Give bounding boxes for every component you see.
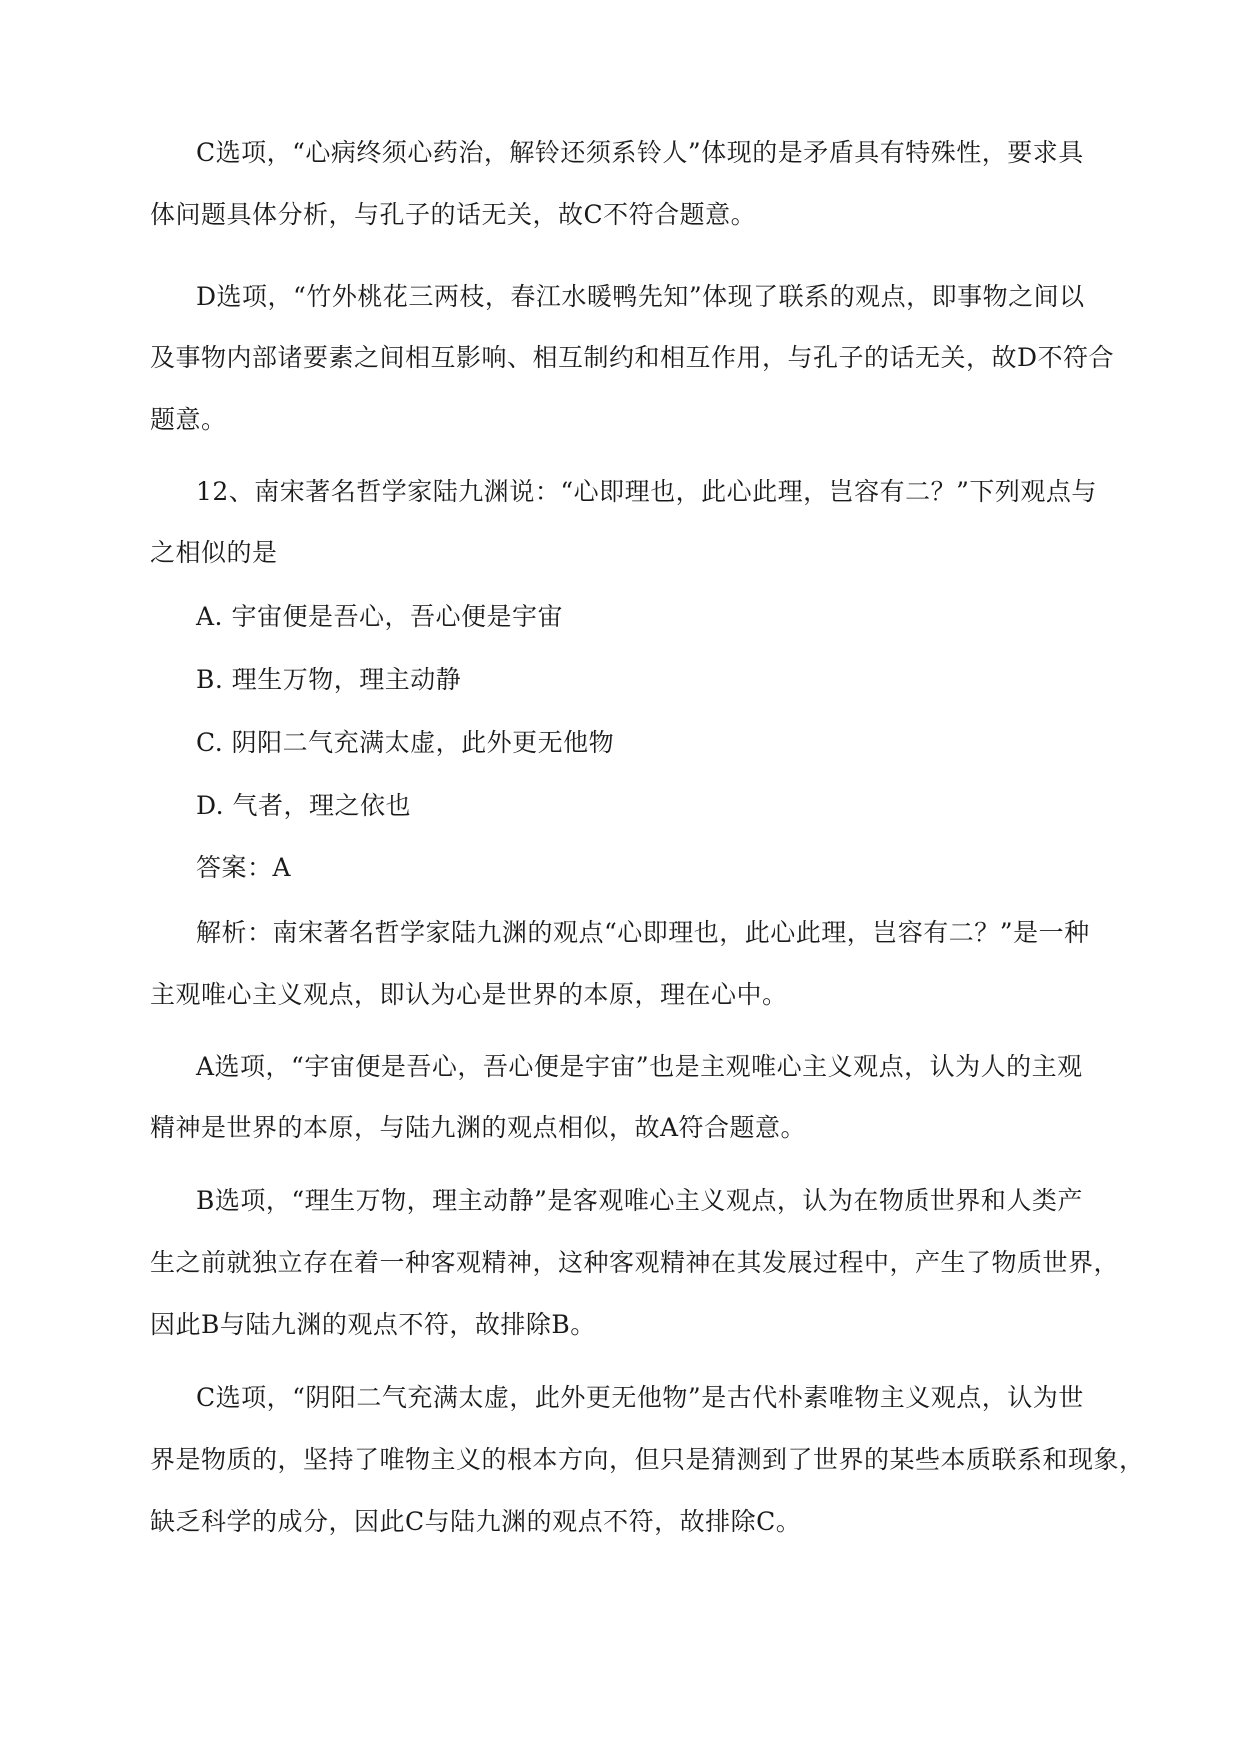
choice-d: D. 气者，理之依也 [196, 791, 412, 820]
question-12-stem-line-2: 之相似的是 [150, 538, 278, 567]
option-d-analysis-line-3: 题意。 [150, 405, 227, 434]
option-a-analysis-line-1: A选项，“宇宙便是吾心，吾心便是宇宙”也是主观唯心主义观点，认为人的主观 [196, 1052, 1083, 1081]
option-d-analysis-line-1: D选项，“竹外桃花三两枝，春江水暖鸭先知”体现了联系的观点，即事物之间以 [196, 282, 1085, 311]
explanation-line-2: 主观唯心主义观点，即认为心是世界的本原，理在心中。 [150, 980, 788, 1009]
option-b-analysis-line-2: 生之前就独立存在着一种客观精神，这种客观精神在其发展过程中，产生了物质世界， [150, 1248, 1120, 1277]
option-c2-analysis-line-2: 界是物质的，坚持了唯物主义的根本方向，但只是猜测到了世界的某些本质联系和现象， [150, 1445, 1145, 1474]
explanation-line-1: 解析：南宋著名哲学家陆九渊的观点“心即理也，此心此理，岂容有二？”是一种 [196, 918, 1090, 947]
option-b-analysis-line-3: 因此B与陆九渊的观点不符，故排除B。 [150, 1310, 596, 1339]
option-d-analysis-line-2: 及事物内部诸要素之间相互影响、相互制约和相互作用，与孔子的话无关，故D不符合 [150, 343, 1115, 372]
choice-a: A. 宇宙便是吾心，吾心便是宇宙 [196, 602, 563, 631]
option-b-analysis-line-1: B选项，“理生万物，理主动静”是客观唯心主义观点，认为在物质世界和人类产 [196, 1186, 1083, 1215]
choice-b: B. 理生万物，理主动静 [196, 665, 462, 694]
option-c-analysis-line-1: C选项，“心病终须心药治，解铃还须系铃人”体现的是矛盾具有特殊性，要求具 [196, 138, 1084, 167]
option-c2-analysis-line-3: 缺乏科学的成分，因此C与陆九渊的观点不符，故排除C。 [150, 1507, 802, 1536]
choice-c: C. 阴阳二气充满太虚，此外更无他物 [196, 728, 615, 757]
option-a-analysis-line-2: 精神是世界的本原，与陆九渊的观点相似，故A符合题意。 [150, 1113, 807, 1142]
answer-line: 答案：A [196, 853, 292, 882]
option-c-analysis-line-2: 体问题具体分析，与孔子的话无关，故C不符合题意。 [150, 200, 757, 229]
question-12-stem-line-1: 12、南宋著名哲学家陆九渊说：“心即理也，此心此理，岂容有二？”下列观点与 [196, 477, 1097, 506]
option-c2-analysis-line-1: C选项，“阴阳二气充满太虚，此外更无他物”是古代朴素唯物主义观点，认为世 [196, 1383, 1084, 1412]
